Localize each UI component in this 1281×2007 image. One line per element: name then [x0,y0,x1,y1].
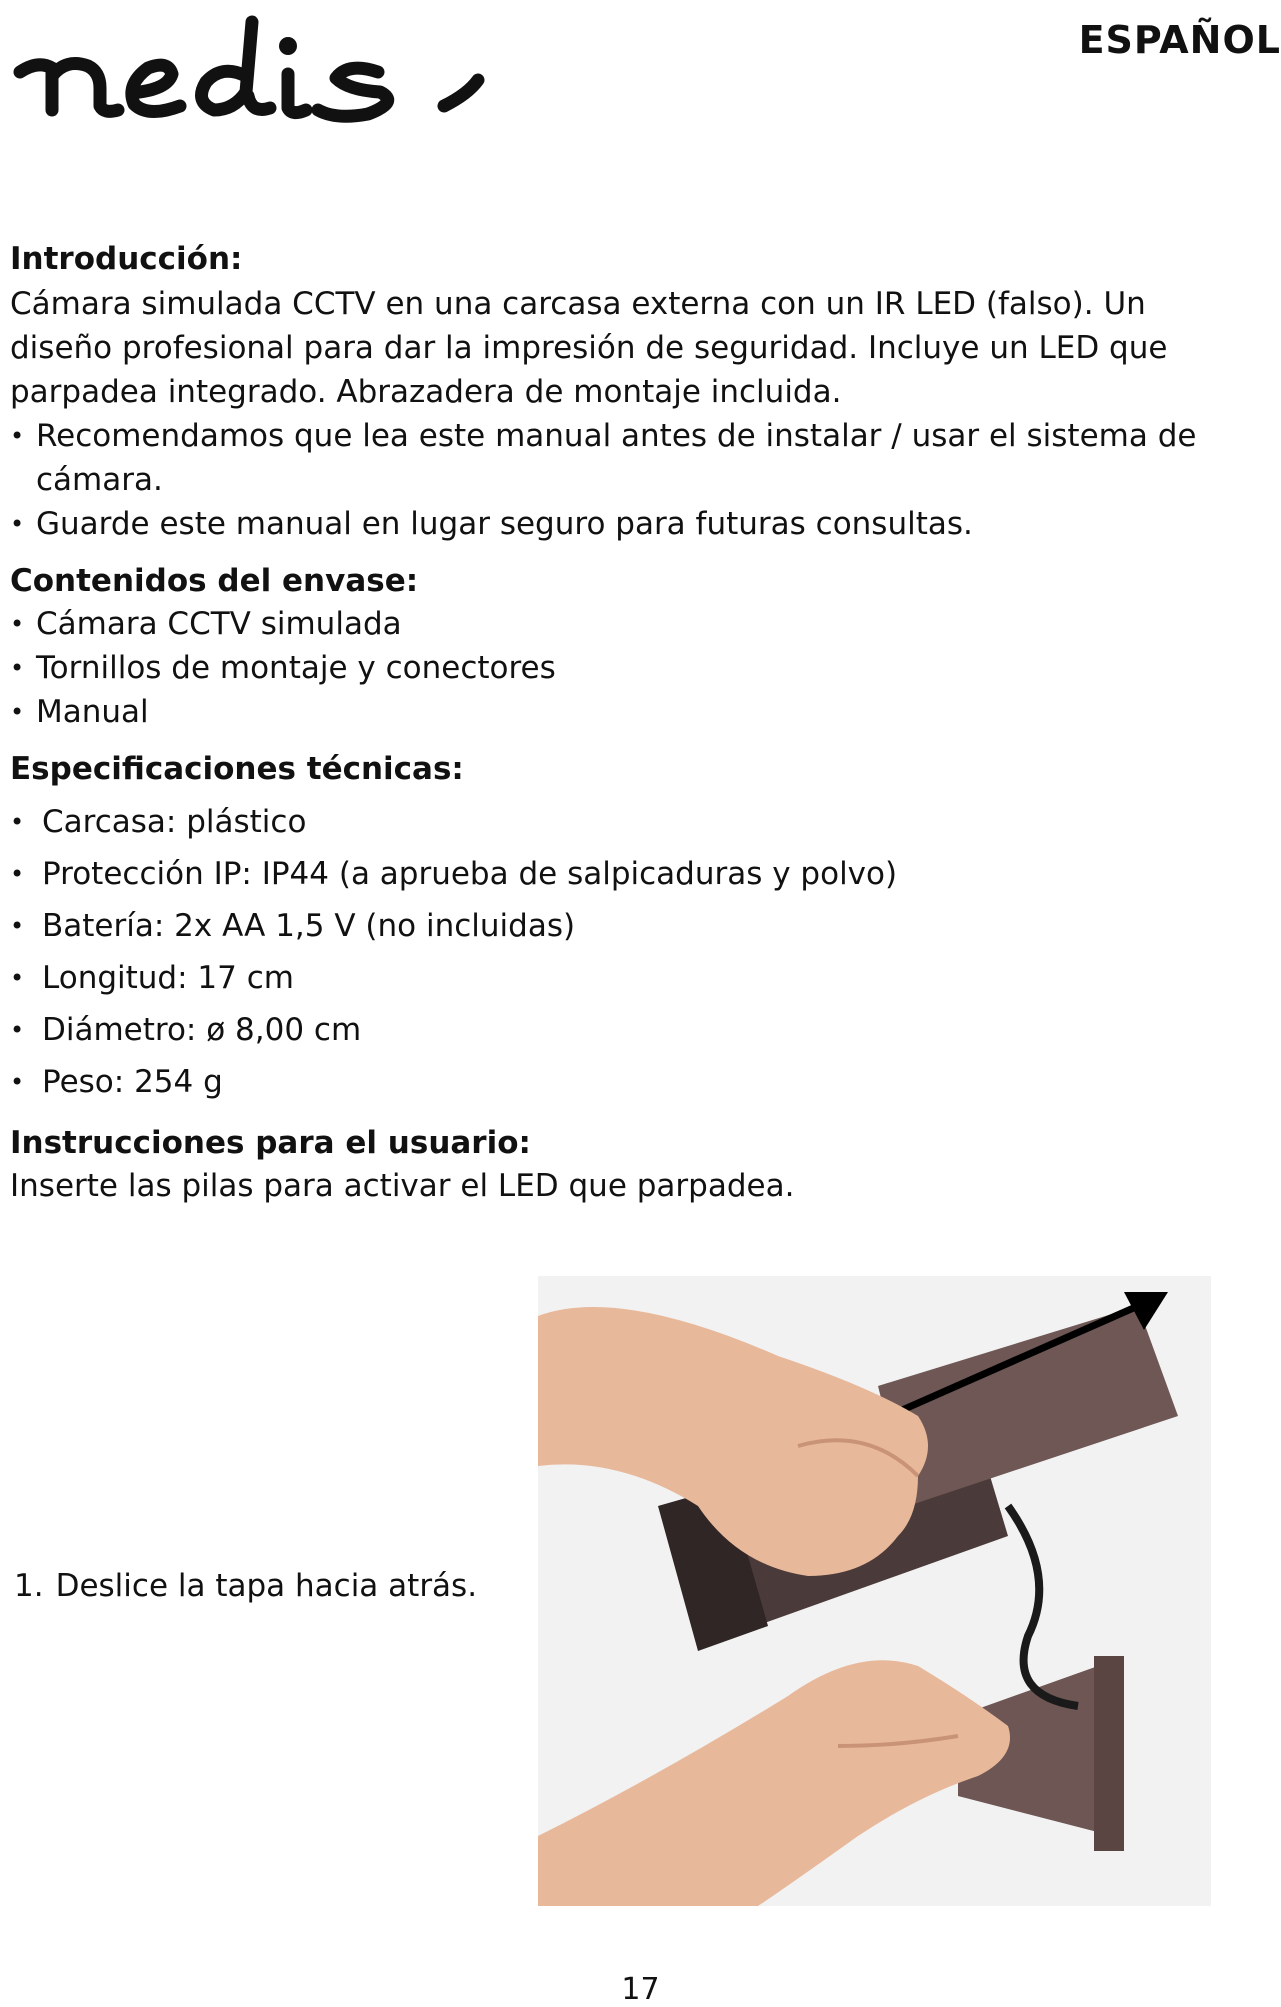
spec-item: • Carcasa: plástico [10,796,1250,848]
nedis-logo [8,10,488,130]
language-label: ESPAÑOL [1078,18,1281,62]
contents-section [10,560,1250,734]
intro-section [10,238,1250,546]
contents-heading: Contenidos del envase: [10,563,419,599]
manual-content [10,238,1250,1208]
specs-heading: Especificaciones técnicas: [10,751,464,787]
spec-item: • Diámetro: ø 8,00 cm [10,1004,1250,1056]
instructions-section [10,1122,1250,1208]
page-number: 17 [621,1972,660,2007]
instructions-heading: Instrucciones para el usuario: [10,1125,531,1161]
step-number: 1. [14,1568,44,1604]
intro-bullet: • Recomendamos que lea este manual antes de instalar / usar el sistema de cámara. [10,414,1250,502]
intro-bullet-list [10,414,1250,546]
spec-item: • Protección IP: IP44 (a aprueba de salpicaduras y polvo) [10,848,1250,900]
intro-text: Cámara simulada CCTV en una carcasa externa con un IR LED (falso). Un diseño profesional para dar la impresión de seguridad. Incluye un LED que parpadea integrado. Abrazadera de montaje incluida. [10,286,1168,410]
specs-list [10,796,1250,1108]
spec-item: • Longitud: 17 cm [10,952,1250,1004]
contents-item: • Cámara CCTV simulada [10,602,1250,646]
step-text: Deslice la tapa hacia atrás. [55,1568,478,1604]
spec-item: • Peso: 254 g [10,1056,1250,1108]
camera-cover-photo [538,1276,1211,1906]
specs-section [10,748,1250,1108]
instructions-text: Inserte las pilas para activar el LED que parpadea. [10,1168,795,1204]
step-1 [14,1568,477,1604]
intro-bullet: • Guarde este manual en lugar seguro para futuras consultas. [10,502,1250,546]
spec-item: • Batería: 2x AA 1,5 V (no incluidas) [10,900,1250,952]
intro-heading: Introducción: [10,241,243,277]
contents-item: • Manual [10,690,1250,734]
contents-list [10,602,1250,734]
contents-item: • Tornillos de montaje y conectores [10,646,1250,690]
